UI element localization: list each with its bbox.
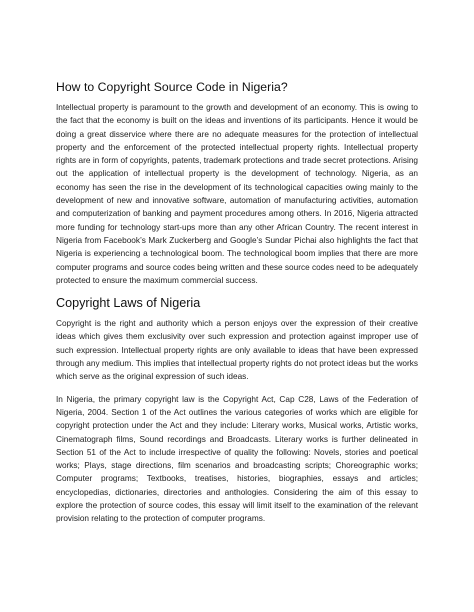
- intro-paragraph: Intellectual property is paramount to the growth and development of an economy. This is owing to the fact that the economy is built on the ideas and inventions of its participants. Hence it would be doing a great disservice where there are no adequate measures for the protection of intellectual property and the enforcement of the protected intellectual property rights. Intellectual property rights are in form of copyrights, patents, trademark protections and trade secret protections. Arising out the application of intellectual property is the development of technology. Nigeria, as an economy has seen the rise in the development of its technological capacities owing mainly to the development of new and innovative software, automation of manufacturing activities, automation and computerization of banking and payment procedures among others. In 2016, Nigeria attracted more funding for technology start-ups more than any other African Country. The recent interest in Nigeria from Facebook’s Mark Zuckerberg and Google’s Sundar Pichai also highlights the fact that Nigeria is experiencing a technological boom. The technological boom implies that there are more computer programs and source codes being written and these source codes need to be adequately protected to ensure the maximum commercial success.: [56, 103, 418, 285]
- section-paragraph: Copyright is the right and authority which a person enjoys over the expression of their creative ideas which gives them exclusivity over such expression and protection against improper use of such expression. Intellectual property rights are only available to ideas that have been expressed through any medium. This implies that intellectual property rights do not protect ideas but the works which serve as the original expression of such ideas.: [56, 319, 418, 382]
- section-heading: Copyright Laws of Nigeria: [56, 296, 201, 311]
- document-title: How to Copyright Source Code in Nigeria?: [56, 80, 288, 94]
- section-paragraph: In Nigeria, the primary copyright law is the Copyright Act, Cap C28, Laws of the Federation of Nigeria, 2004. Section 1 of the Act outlines the various categories of works which are eligible for copyright protection under the Act and they include: Literary works, Musical works, Artistic works, Cinematograph films, Sound recordings and Broadcasts. Literary works is further delineated in Section 51 of the Act to include irrespective of quality the following: Novels, stories and poetical works; Plays, stage directions, film scenarios and broadcasting scripts; Choreographic works; Computer programs; Textbooks, treatises, histories, biographies, essays and articles; encyclopedias, dictionaries, directories and anthologies. Considering the aim of this essay to explore the protection of source codes, this essay will limit itself to the examination of the relevant provision relating to the protection of computer programs.: [56, 394, 418, 524]
